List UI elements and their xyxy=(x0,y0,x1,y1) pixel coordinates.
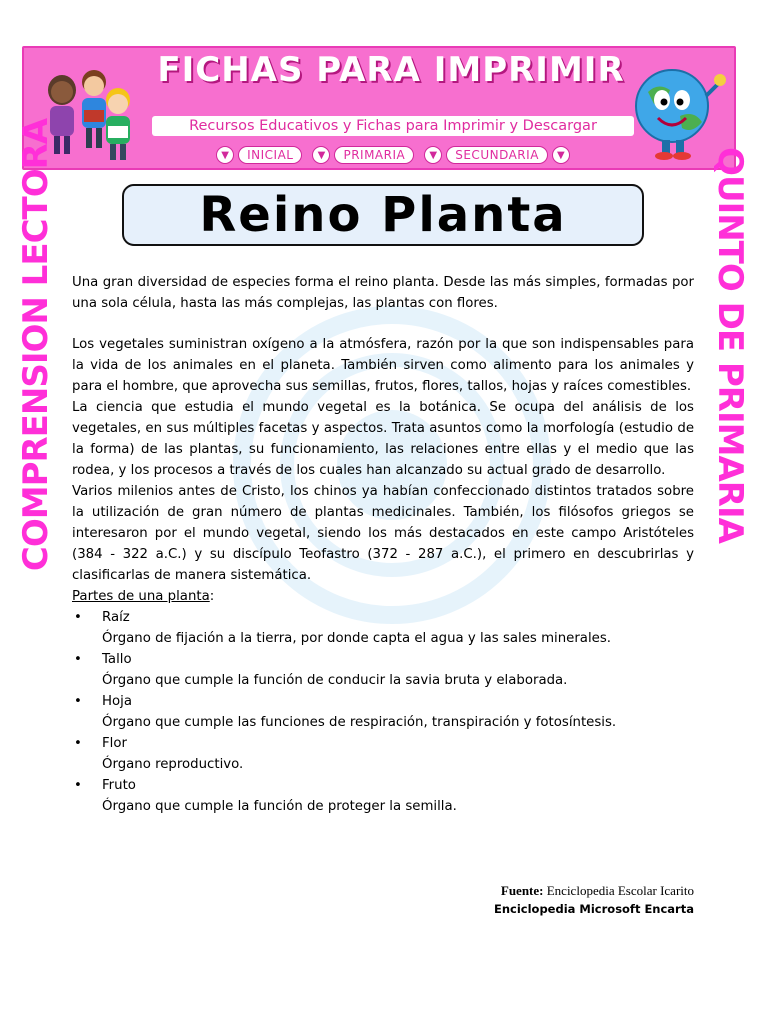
site-subtitle xyxy=(152,116,634,136)
side-label-left-text: COMPRENSION LECTORA xyxy=(16,118,56,572)
part-name: Tallo xyxy=(102,652,132,667)
list-item xyxy=(72,607,694,649)
source-citation xyxy=(494,881,694,919)
nav-inicial[interactable] xyxy=(216,144,302,166)
site-title: FICHAS PARA IMPRIMIR xyxy=(157,50,625,90)
side-label-right-text: QUINTO DE PRIMARIA xyxy=(710,147,750,543)
paragraph: Varios milenios antes de Cristo, los chinos ya habían confeccionado distintos tratados sobre la utilización de gran número de plantas medicinales. También, los filósofos griegos se interesaron por el mundo vegetal, siendo los más destacados en este campo Aristóteles (384 - 322 a.C.) y su discípulo Teofastro (372 - 287 a.C.), el primero en descubrirlas y clasificarlas de manera sistemática. xyxy=(72,484,694,583)
paragraph: Los vegetales suministran oxígeno a la atmósfera, razón por la que son indispensables para la vida de los animales en el planeta. También sirven como alimento para los animales y para el hombre, que aprovecha sus semillas, frutos, flores, tallos, hojas y raíces comestibles. xyxy=(72,337,694,394)
part-description: Órgano reproductivo. xyxy=(102,757,244,772)
arrow-down-icon: ▼ xyxy=(312,146,330,164)
nav-secundaria[interactable] xyxy=(424,144,570,166)
list-item xyxy=(72,691,694,733)
bullet: • xyxy=(74,610,82,625)
list-item xyxy=(72,733,694,775)
part-name: Raíz xyxy=(102,610,130,625)
document-title-box xyxy=(122,184,644,246)
bullet: • xyxy=(74,778,82,793)
list-item xyxy=(72,775,694,817)
nav-primaria[interactable] xyxy=(312,144,414,166)
paragraph: Una gran diversidad de especies forma el reino planta. Desde las más simples, formadas por una sola célula, hasta las más complejas, las plantas con flores. xyxy=(72,275,694,311)
parts-heading-text: Partes de una planta xyxy=(72,589,210,604)
part-description: Órgano que cumple las funciones de respiración, transpiración y fotosíntesis. xyxy=(102,715,617,730)
source-label: Fuente: xyxy=(500,883,544,898)
parts-heading-colon: : xyxy=(209,589,215,604)
paragraph: La ciencia que estudia el mundo vegetal es la botánica. Se ocupa del análisis de los vegetales, en sus múltiples facetas y aspectos. Trata asuntos como la morfología (estudio de la forma) de las plantas, su funcionamiento, las relaciones entre ellas y el medio que las rodea, y los procesos a través de los cuales han alcanzado su actual grado de desarrollo. xyxy=(72,400,694,478)
nav-inicial-label[interactable]: INICIAL xyxy=(238,146,302,164)
parts-list xyxy=(72,607,694,817)
part-description: Órgano de fijación a la tierra, por donde capta el agua y las sales minerales. xyxy=(102,631,611,646)
part-name: Flor xyxy=(102,736,127,751)
arrow-down-icon: ▼ xyxy=(424,146,442,164)
source-2: Enciclopedia Microsoft Encarta xyxy=(493,902,694,916)
site-subtitle-text: Recursos Educativos y Fichas para Imprimir y Descargar xyxy=(189,118,597,134)
document-title: Reino Planta xyxy=(199,187,567,243)
part-description: Órgano que cumple la función de proteger la semilla. xyxy=(102,799,457,814)
source-1: Enciclopedia Escolar Icarito xyxy=(543,883,694,898)
side-label-left xyxy=(6,118,66,572)
part-name: Fruto xyxy=(102,778,136,793)
arrow-down-icon: ▼ xyxy=(216,146,234,164)
document-body xyxy=(72,272,694,817)
nav-secundaria-label[interactable]: SECUNDARIA xyxy=(446,146,548,164)
side-label-right xyxy=(700,147,760,543)
part-name: Hoja xyxy=(102,694,132,709)
parts-heading xyxy=(72,586,694,607)
list-item xyxy=(72,649,694,691)
level-navigation xyxy=(152,144,634,166)
nav-primaria-label[interactable]: PRIMARIA xyxy=(334,146,414,164)
arrow-down-icon: ▼ xyxy=(552,146,570,164)
bullet: • xyxy=(74,736,82,751)
bullet: • xyxy=(74,694,82,709)
bullet: • xyxy=(74,652,82,667)
header-banner xyxy=(22,46,736,170)
part-description: Órgano que cumple la función de conducir la savia bruta y elaborada. xyxy=(102,673,568,688)
